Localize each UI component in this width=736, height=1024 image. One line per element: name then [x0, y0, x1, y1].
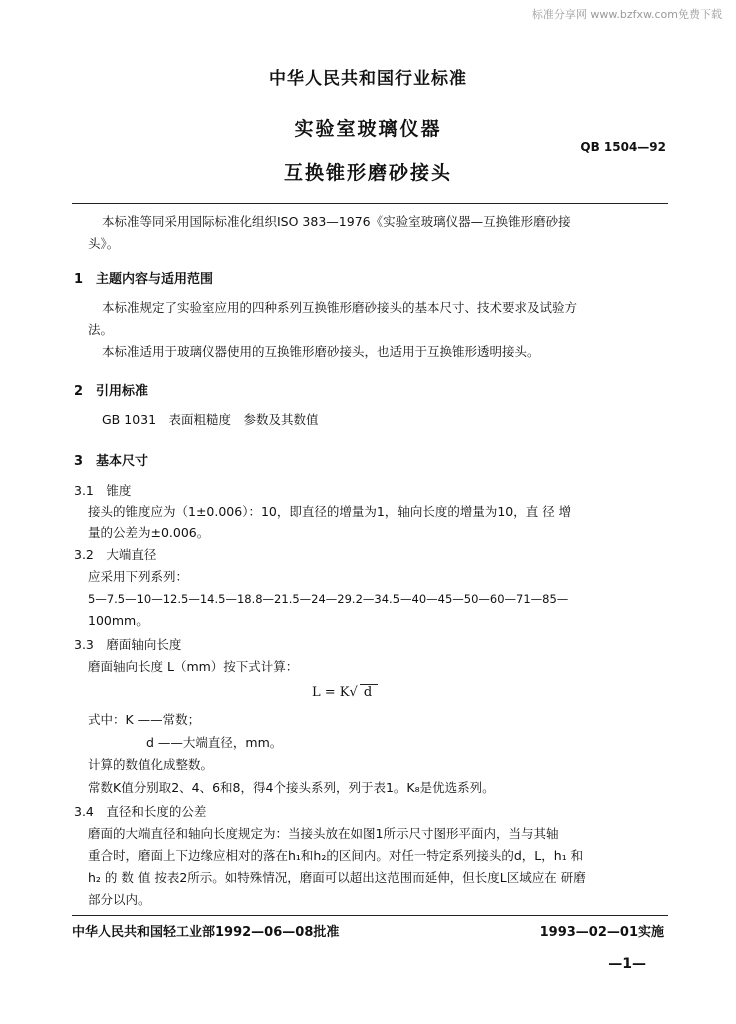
s34-line1: 磨面的大端直径和轴向长度规定为：当接头放在如图1所示尺寸图形平面内，当与其轴: [88, 826, 559, 841]
section-3-2-heading: 3.2 大端直径: [74, 547, 157, 562]
header-rule: [72, 203, 668, 204]
constant-line: 常数K值分别取2、4、6和8，得4个接头系列，列于表1。K₈是优选系列。: [88, 780, 495, 795]
s34-line3: h₂ 的 数 值 按表2所示。如特殊情况，磨面可以超出这范围而延伸，但长度L区域应在 研磨: [88, 870, 586, 885]
s1-para1-line1: 本标准规定了实验室应用的四种系列互换锥形磨砂接头的基本尺寸、技术要求及试验方: [102, 300, 578, 315]
formula-lhs: L = K: [312, 685, 350, 700]
issuing-organization: 中华人民共和国行业标准: [269, 69, 467, 89]
calc-line: 计算的数值化成整数。: [88, 757, 214, 772]
intro-line2: 头》。: [88, 236, 120, 251]
section-3-1-heading: 3.1 锥度: [74, 483, 132, 498]
section-3-4-heading: 3.4 直径和长度的公差: [74, 804, 207, 819]
section-1-heading: 1 主题内容与适用范围: [74, 272, 214, 287]
intro-line1: 本标准等同采用国际标准化组织ISO 383—1976《实验室玻璃仪器—互换锥形磨砂接: [102, 214, 571, 229]
section-3-3-heading: 3.3 磨面轴向长度: [74, 637, 182, 652]
s32-line1: 应采用下列系列：: [88, 569, 189, 584]
implementation-date: 1993—02—01实施: [539, 925, 664, 940]
where-line2: d ——大端直径，mm。: [146, 735, 283, 750]
watermark: 标准分享网 www.bzfxw.com免费下载: [531, 8, 722, 21]
formula-radicand: d: [360, 684, 378, 700]
s34-line4: 部分以内。: [88, 892, 151, 907]
s31-line1: 接头的锥度应为（1±0.006）：10，即直径的增量为1，轴向长度的增量为10，直 径 增: [88, 504, 572, 519]
standard-number: QB 1504—92: [580, 140, 666, 154]
standard-title-line1: 实验室玻璃仪器: [294, 118, 442, 140]
standard-title-line2: 互换锥形磨砂接头: [283, 162, 452, 184]
s1-para2: 本标准适用于玻璃仪器使用的互换锥形磨砂接头，也适用于互换锥形透明接头。: [102, 344, 540, 359]
approval-date: 中华人民共和国轻工业部1992—06—08批准: [72, 925, 340, 940]
s32-line3: 100mm。: [88, 613, 149, 628]
radical-sign: √: [349, 685, 358, 700]
s2-reference: GB 1031 表面粗糙度 参数及其数值: [102, 412, 319, 427]
length-formula: [312, 684, 378, 700]
s34-line2: 重合时，磨面上下边缘应相对的落在h₁和h₂的区间内。对任一特定系列接头的d，L，h₁ 和: [88, 848, 584, 863]
section-3-heading: 3 基本尺寸: [74, 454, 149, 469]
footer-rule: [72, 915, 668, 916]
section-2-heading: 2 引用标准: [74, 384, 149, 399]
page-number: —1—: [608, 956, 646, 972]
s1-para1-line2: 法。: [88, 322, 114, 337]
s31-line2: 量的公差为±0.006。: [88, 525, 210, 540]
s33-line1: 磨面轴向长度 L（mm）按下式计算：: [88, 659, 299, 674]
where-line1: 式中：K ——常数；: [88, 712, 201, 727]
s32-diameter-series: 5—7.5—10—12.5—14.5—18.8—21.5—24—29.2—34.5—40—45—50—60—71—85—: [88, 592, 569, 606]
